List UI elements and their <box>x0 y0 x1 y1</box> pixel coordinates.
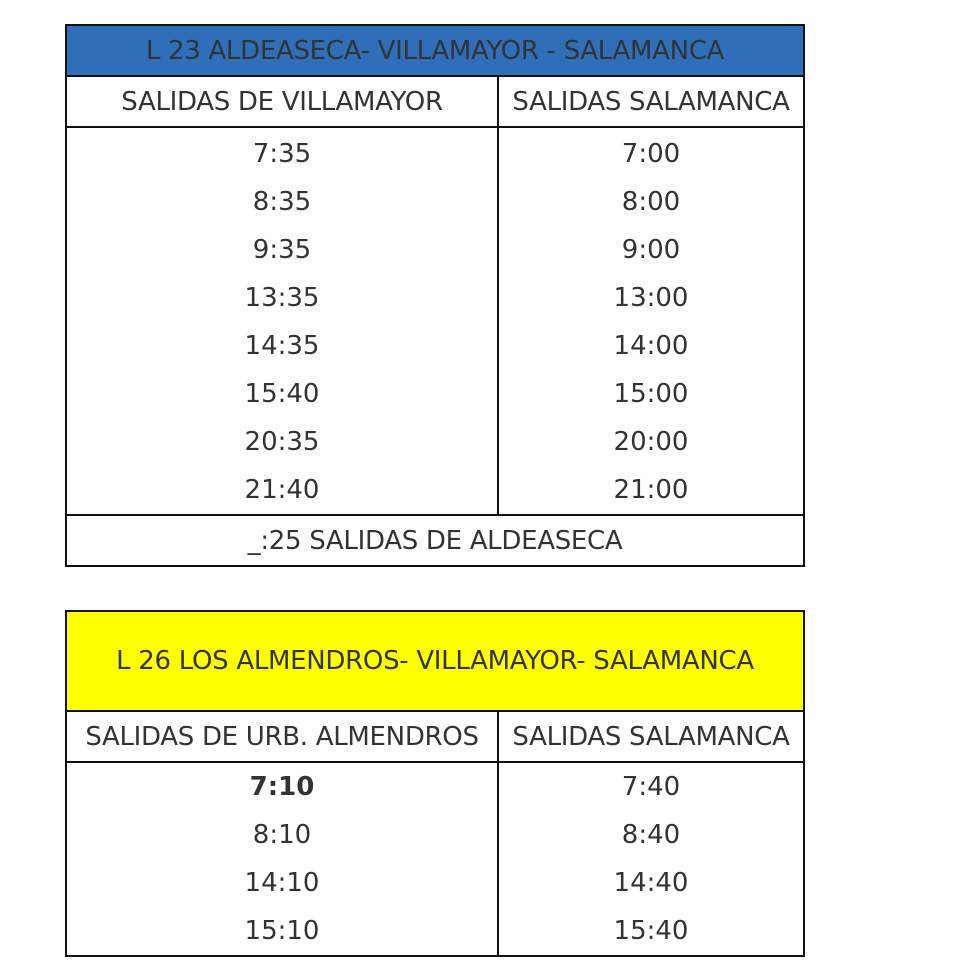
line-23-left-column-header: SALIDAS DE VILLAMAYOR <box>66 76 498 127</box>
line-26-left-times <box>66 762 498 956</box>
time-entry: 15:00 <box>613 379 689 409</box>
time-entry: 21:00 <box>613 475 689 505</box>
time-entry: 20:35 <box>244 427 320 457</box>
time-entry: 15:40 <box>244 379 320 409</box>
time-entry: 15:40 <box>613 916 689 946</box>
time-entry: 14:00 <box>613 331 689 361</box>
time-entry: 14:40 <box>613 868 689 898</box>
time-entry: 14:10 <box>244 868 320 898</box>
time-entry: 14:35 <box>244 331 320 361</box>
line-26-right-times <box>498 762 804 956</box>
time-entry: 8:10 <box>252 820 312 850</box>
time-entry: 8:40 <box>621 820 681 850</box>
line-23-right-times <box>498 127 804 515</box>
line-23-title: L 23 ALDEASECA- VILLAMAYOR - SALAMANCA <box>66 25 804 76</box>
time-entry: 7:00 <box>621 139 681 169</box>
line-26-left-column-header: SALIDAS DE URB. ALMENDROS <box>66 711 498 762</box>
line-26-schedule-table <box>65 610 805 957</box>
time-entry: 13:35 <box>244 283 320 313</box>
time-entry: 7:35 <box>252 139 312 169</box>
time-entry: 13:00 <box>613 283 689 313</box>
line-23-aldeaseca-note: _:25 SALIDAS DE ALDEASECA <box>66 515 804 566</box>
time-entry: 9:35 <box>252 235 312 265</box>
time-entry: 21:40 <box>244 475 320 505</box>
time-entry: 8:35 <box>252 187 312 217</box>
time-entry: 7:10 <box>249 772 315 802</box>
time-entry: 8:00 <box>621 187 681 217</box>
time-entry: 9:00 <box>621 235 681 265</box>
line-23-left-times <box>66 127 498 515</box>
line-23-right-column-header: SALIDAS SALAMANCA <box>498 76 804 127</box>
time-entry: 20:00 <box>613 427 689 457</box>
time-entry: 15:10 <box>244 916 320 946</box>
line-26-title: L 26 LOS ALMENDROS- VILLAMAYOR- SALAMANCA <box>66 611 804 711</box>
time-entry: 7:40 <box>621 772 681 802</box>
line-23-schedule-table <box>65 24 805 567</box>
line-26-right-column-header: SALIDAS SALAMANCA <box>498 711 804 762</box>
